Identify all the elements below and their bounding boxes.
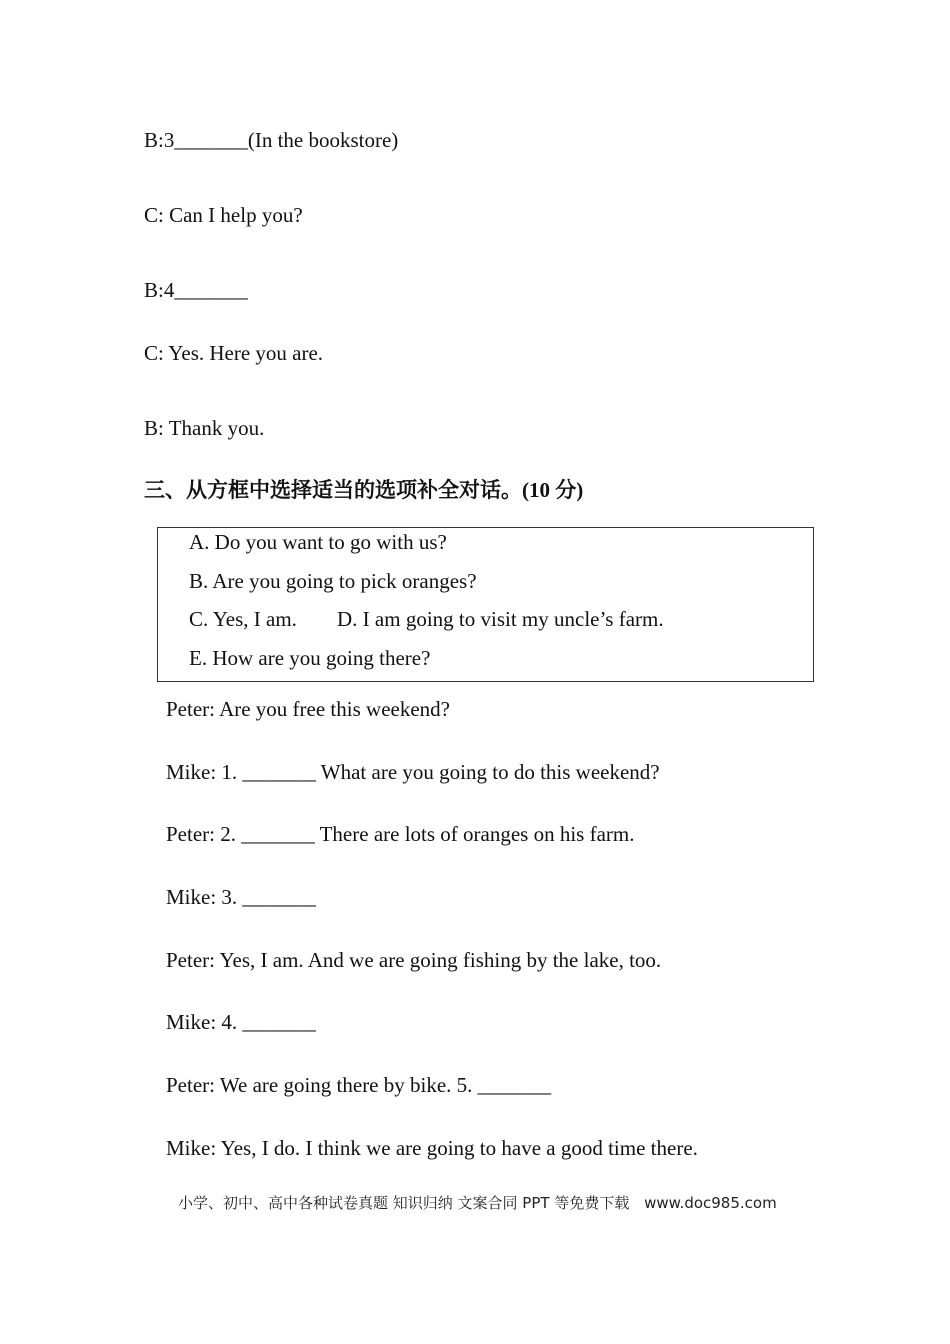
dialogue-line-b4: B:4_______	[144, 278, 248, 302]
section3-heading: 三、从方框中选择适当的选项补全对话。(10 分)	[144, 478, 584, 502]
dialogue-mike-2: Mike: 3. _______	[166, 885, 316, 909]
dialogue-line-b3: B:3_______(In the bookstore)	[144, 128, 399, 152]
dialogue-line-b5: B: Thank you.	[144, 416, 265, 440]
dialogue-peter-1: Peter: Are you free this weekend?	[166, 697, 450, 721]
option-c: C. Yes, I am.	[189, 607, 297, 631]
dialogue-mike-3: Mike: 4. _______	[166, 1010, 316, 1034]
dialogue-mike-4: Mike: Yes, I do. I think we are going to have a good time there.	[166, 1136, 698, 1160]
footer-url[interactable]: www.doc985.com	[644, 1194, 777, 1212]
dialogue-peter-3: Peter: Yes, I am. And we are going fishing by the lake, too.	[166, 948, 662, 972]
dialogue-line-c2: C: Yes. Here you are.	[144, 341, 324, 365]
dialogue-mike-1: Mike: 1. _______ What are you going to do this weekend?	[166, 760, 660, 784]
footer-text: 小学、初中、高中各种试卷真题 知识归纳 文案合同 PPT 等免费下载	[178, 1194, 630, 1212]
option-d: D. I am going to visit my uncle’s farm.	[337, 607, 664, 631]
option-e: E. How are you going there?	[189, 646, 431, 670]
option-b: B. Are you going to pick oranges?	[189, 569, 477, 593]
dialogue-peter-4: Peter: We are going there by bike. 5. _______	[166, 1073, 552, 1097]
option-a: A. Do you want to go with us?	[189, 530, 447, 554]
dialogue-peter-2: Peter: 2. _______ There are lots of oranges on his farm.	[166, 822, 635, 846]
dialogue-line-c1: C: Can I help you?	[144, 203, 303, 227]
footer	[178, 1192, 777, 1213]
